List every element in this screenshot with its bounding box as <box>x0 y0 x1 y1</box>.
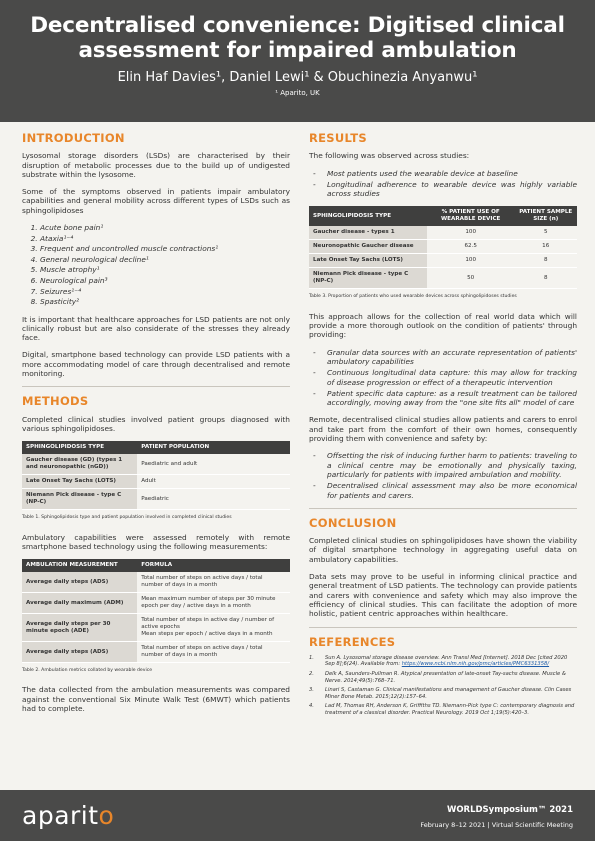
conclusion-heading: CONCLUSION <box>309 515 397 530</box>
bullet-item: - Offsetting the risk of inducing further harm to patients: traveling to a clinical centre may be emotionally and physically taxing, particularly for patients with impaired ambulation and mobility. <box>327 451 577 479</box>
table-cell: Paediatric <box>137 489 290 510</box>
introduction-heading: INTRODUCTION <box>22 131 125 145</box>
reference-text <box>325 671 577 684</box>
reference-text <box>325 687 577 700</box>
authors: Elin Haf Davies¹, Daniel Lewi¹ & Obuchinezia Anyanwu¹ <box>117 70 478 85</box>
table-cell: Gaucher disease (GD) (types 1 and neuronopathic (nGD)) <box>22 454 137 475</box>
symptom-item: 7. Seizures¹⁻⁴ <box>40 287 290 296</box>
reference-list <box>309 655 577 717</box>
table-cell: Total number of steps on active days / total number of days in a month <box>137 572 290 593</box>
right-column <box>309 131 577 720</box>
bullet-item: - Most patients used the wearable device at baseline <box>327 169 577 178</box>
bullet-item: - Continuous longitudinal data capture: this may allow for tracking of disease progression or effect of a therapeutic intervention <box>327 368 577 387</box>
table-cell: Total number of steps on active days / total number of days in a month <box>137 642 290 663</box>
table-cell: 100 <box>427 254 515 268</box>
table-header: PATIENT POPULATION <box>137 441 290 454</box>
table-header: % PATIENT USE OF WEARABLE DEVICE <box>427 206 515 226</box>
methods-heading: METHODS <box>22 394 89 409</box>
table-cell: Late Onset Tay Sachs (LOTS) <box>309 254 427 268</box>
aparito-logo: aparito <box>22 801 115 830</box>
table-row <box>22 475 290 489</box>
table-row <box>22 593 290 614</box>
table-row <box>22 642 290 663</box>
symptom-item: 3. Frequent and uncontrolled muscle contractions¹ <box>40 244 290 253</box>
table-row <box>22 454 290 475</box>
reference-text <box>325 655 577 668</box>
bullet-item: - Granular data sources with an accurate representation of patients' ambulatory capabilities <box>327 348 577 367</box>
table-row <box>22 614 290 642</box>
table-row <box>309 254 577 268</box>
intro-paragraph: Some of the symptoms observed in patients impair ambulatory capabilities and general mobility across different types of LSDs such as sphingolipidoses <box>22 187 290 215</box>
table-cell: Niemann Pick disease - type C (NP-C) <box>309 268 427 289</box>
section-divider <box>309 627 577 628</box>
symptom-item: 2. Ataxia¹⁻⁴ <box>40 234 290 243</box>
reference-item <box>309 655 577 668</box>
references-heading: REFERENCES <box>309 634 396 649</box>
methods-paragraph: Ambulatory capabilities were assessed remotely with remote smartphone based technology using the following measurements: <box>22 532 290 551</box>
table-caption: Table 2. Ambulation metrics collated by wearable device <box>22 668 153 674</box>
reference-number: 4. <box>309 703 314 710</box>
table-cell: Average daily steps per 30 minute epoch (ADE) <box>22 614 137 642</box>
reference-citation: Sun A. Lysosomal storage disease overview. Ann Transl Med [Internet]. 2018 Dec [cited 2020 Sep 8];6(24). Available from: <box>325 654 568 668</box>
results-paragraph: This approach allows for the collection of real world data which will provide a more thorough outlook on the condition of patients' through providing: <box>309 311 577 340</box>
table-cell: Average daily maximum (ADM) <box>22 593 137 614</box>
table-cell: Mean maximum number of steps per 30 minute epoch per day / active days in a month <box>137 593 290 614</box>
reference-text <box>325 703 577 716</box>
section-divider <box>309 508 577 509</box>
table-header: SPHINGOLIPIDOSIS TYPE <box>309 206 427 226</box>
results-bullets <box>309 451 577 499</box>
symptom-item: 8. Spasticity² <box>40 297 290 306</box>
table-cell: 62.5 <box>427 240 515 254</box>
table-header: FORMULA <box>137 559 290 572</box>
left-column <box>22 131 290 721</box>
table-cell: 8 <box>514 254 577 268</box>
table-caption: Table 3. Proportion of patients who used wearable devices across sphingolipidoses studies <box>309 294 517 300</box>
table-cell: Niemann Pick disease - type C (NP-C) <box>22 489 137 510</box>
reference-number: 1. <box>309 654 314 661</box>
table-cell: 16 <box>514 240 577 254</box>
table-row <box>22 572 290 593</box>
reference-link[interactable]: https://www.ncbi.nlm.nih.gov/pmc/articles/PMC6331358/ <box>401 661 550 668</box>
symptom-item: 4. General neurological decline¹ <box>40 255 290 264</box>
poster-footer <box>0 790 595 841</box>
reference-item <box>309 671 577 684</box>
table-cell: Late Onset Tay Sachs (LOTS) <box>22 475 137 489</box>
table-header: AMBULATION MEASUREMENT <box>22 559 137 572</box>
symptom-list <box>22 223 290 306</box>
intro-paragraph: Lysosomal storage disorders (LSDs) are characterised by their disruption of metabolic processes due to the build up of undigested substrate within the lysosome. <box>22 151 290 179</box>
reference-number: 3. <box>309 687 314 694</box>
table-cell: Total number of steps in active day / number of active epochs Mean steps per epoch / active days in a month <box>137 614 290 642</box>
table-cell: 8 <box>514 268 577 289</box>
table-row <box>309 268 577 289</box>
results-bullets <box>309 348 577 408</box>
table-header: SPHINGOLIPIDOSIS TYPE <box>22 441 137 454</box>
poster-header <box>0 0 595 122</box>
reference-number: 2. <box>309 670 314 677</box>
table-cell: Neuronopathic Gaucher disease <box>309 240 427 254</box>
conference-dates: February 8–12 2021 | Virtual Scientific Meeting <box>420 821 573 829</box>
symptom-item: 6. Neurological pain³ <box>40 276 290 285</box>
bullet-item: - Patient specific data capture: as a result treatment can be tailored accordingly, moving away from the "one site fits all" model of care <box>327 389 577 408</box>
reference-item <box>309 687 577 700</box>
table-row <box>309 240 577 254</box>
table-device-use <box>309 206 577 289</box>
table-caption: Table 1. Sphingolipidosis type and patient population involved in completed clinical studies <box>22 515 232 521</box>
reference-item <box>309 703 577 716</box>
table-header: PATIENT SAMPLE SIZE (n) <box>514 206 577 226</box>
methods-paragraph: Completed clinical studies involved patient groups diagnosed with various sphingolipidoses. <box>22 414 290 433</box>
reference-citation: Lad M, Thomas RH, Anderson K, Griffiths TD. Niemann-Pick type C: contemporary diagnosis and treatment of a classical disorder. Practical Neurology. 2019 Oct 1;19(5):420–3. <box>325 703 575 716</box>
reference-citation: Linari S, Castaman G. Clinical manifestations and management of Gaucher disease. Clin Cases Miner Bone Metab. 2015;12(2):157–64. <box>325 687 572 700</box>
results-paragraph: Remote, decentralised clinical studies allow patients and carers to enrol and take part from the comfort of their own homes, consequently providing them with convenience and safety by: <box>309 415 577 444</box>
conclusion-paragraph: Completed clinical studies on sphingolipidoses have shown the viability of digital smartphone technology in aggregating useful data on ambulatory capabilities. <box>309 536 577 564</box>
table-cell: 100 <box>427 226 515 240</box>
reference-citation: Delk A, Saunders-Pullman R. Atypical presentation of late-onset Tay-sachs disease. Muscle & Nerve. 2014;49(5):768–71. <box>325 670 566 684</box>
section-divider <box>22 386 290 387</box>
results-paragraph: The following was observed across studies: <box>309 151 470 161</box>
methods-paragraph: The data collected from the ambulation measurements was compared against the conventional Six Minute Walk Test (6MWT) which patients had to complete. <box>22 685 290 713</box>
table-row <box>309 226 577 240</box>
intro-paragraph: Digital, smartphone based technology can provide LSD patients with a more accommodating model of care through decentralised and remote monitoring. <box>22 350 290 379</box>
table-sphingolipidosis-population <box>22 441 290 510</box>
results-heading: RESULTS <box>309 131 367 145</box>
table-cell: Average daily steps (ADS) <box>22 572 137 593</box>
conference-name: WORLDSymposium™ 2021 <box>446 805 573 815</box>
poster-title: Decentralised convenience: Digitised clinical assessment for impaired ambulation <box>30 13 565 63</box>
intro-paragraph: It is important that healthcare approaches for LSD patients are not only clinically robust but are also considerate of the stresses they already face. <box>22 314 290 343</box>
table-cell: Gaucher disease - types 1 <box>309 226 427 240</box>
bullet-item: - Longitudinal adherence to wearable device was highly variable across studies <box>327 180 577 199</box>
affiliation: ¹ Aparito, UK <box>275 89 320 97</box>
results-bullets <box>309 169 577 199</box>
table-cell: 50 <box>427 268 515 289</box>
symptom-item: 5. Muscle atrophy¹ <box>40 265 290 274</box>
bullet-item: - Decentralised clinical assessment may also be more economical for patients and carers. <box>327 481 577 500</box>
table-cell: Paediatric and adult <box>137 454 290 475</box>
table-cell: Adult <box>137 475 290 489</box>
symptom-item: 1. Acute bone pain¹ <box>40 223 290 232</box>
conclusion-paragraph: Data sets may prove to be useful in informing clinical practice and general treatment of LSD patients. The technology can provide patients and carers with convenience and safety which may also improve the efficiency of clinical studies. This can facilitate the adoption of more holistic, patient centric approaches within healthcare. <box>309 572 577 619</box>
table-cell: Average daily steps (ADS) <box>22 642 137 663</box>
table-ambulation-measurements <box>22 559 290 663</box>
table-cell: 5 <box>514 226 577 240</box>
table-row <box>22 489 290 510</box>
